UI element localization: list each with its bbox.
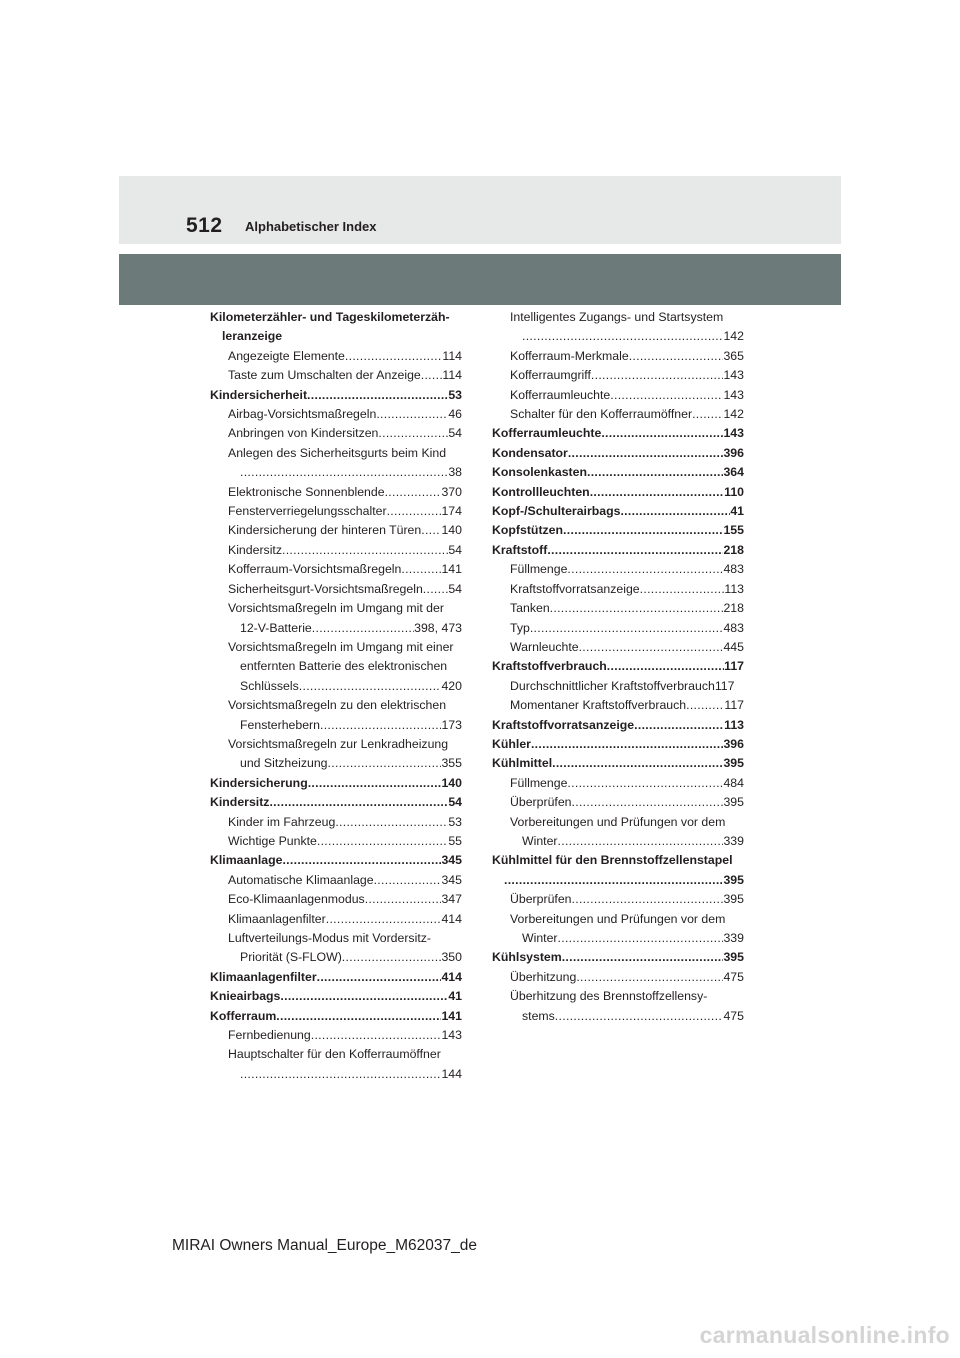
entry-page: 141: [441, 562, 462, 577]
entry-term: Fensterhebern: [240, 717, 320, 732]
index-entry: [492, 677, 744, 696]
section-title: Alphabetischer Index: [245, 219, 377, 234]
index-entry: [210, 657, 462, 676]
index-entry: [492, 793, 744, 812]
dot-leader: [607, 657, 724, 676]
entry-page: 398, 473: [414, 620, 462, 635]
dot-leader: [345, 347, 442, 366]
entry-page: 483: [723, 620, 744, 635]
index-entry: [492, 910, 744, 929]
entry-page: 117: [714, 678, 735, 693]
entry-term: Vorbereitungen und Prüfungen vor dem: [510, 814, 726, 829]
entry-term: Kinder im Fahrzeug: [228, 814, 336, 829]
entry-term: Wichtige Punkte: [228, 833, 317, 848]
entry-term: Kilometerzähler- und Tageskilometerzäh-: [210, 310, 450, 324]
dot-leader: [328, 754, 442, 773]
entry-page: 395: [723, 950, 744, 965]
entry-page: 218: [723, 542, 744, 557]
entry-term: Taste zum Umschalten der Anzeige: [228, 368, 421, 383]
entry-term: Kindersicherung: [210, 775, 308, 790]
dot-leader: [269, 793, 448, 812]
entry-page: 113: [724, 581, 744, 596]
entry-term: Momentaner Kraftstoffverbrauch: [510, 698, 687, 713]
dot-leader: [282, 541, 448, 560]
dot-leader: [374, 871, 442, 890]
dot-leader: [531, 735, 724, 754]
header-band: [119, 254, 841, 305]
index-entry: [492, 832, 744, 851]
dot-leader: [365, 890, 442, 909]
index-column-left: [210, 308, 462, 1084]
entry-term: Airbag-Vorsichtsmaßregeln: [228, 407, 377, 422]
index-entry: [492, 424, 744, 443]
entry-term: Kraftstoffvorratsanzeige: [510, 581, 640, 596]
dot-leader: [401, 560, 441, 579]
entry-term: Angezeigte Elemente: [228, 348, 345, 363]
dot-leader: [620, 502, 730, 521]
dot-leader: [552, 754, 723, 773]
entry-page: 110: [724, 484, 744, 499]
entry-term: Füllmenge: [510, 562, 568, 577]
index-entry: [492, 560, 744, 579]
index-entry: [210, 599, 462, 618]
index-entry: [492, 308, 744, 327]
dot-leader: [312, 619, 414, 638]
entry-term: entfernten Batterie des elektronischen: [240, 659, 448, 674]
entry-term: Kühlmittel für den Brennstoffzellenstapel: [492, 853, 733, 868]
entry-page: 445: [723, 639, 744, 654]
index-entry: [492, 580, 744, 599]
index-entry: [210, 483, 462, 502]
index-entry: [492, 541, 744, 560]
entry-term: Kofferraum: [210, 1008, 277, 1023]
entry-page: 140: [441, 775, 462, 790]
entry-term: Kindersitz: [210, 795, 270, 810]
index-entry: [492, 638, 744, 657]
entry-page: 396: [723, 736, 744, 751]
entry-term: Kühler: [492, 736, 531, 751]
entry-term: Kontrollleuchten: [492, 484, 590, 499]
entry-page: 395: [723, 892, 744, 907]
index-entry: [210, 910, 462, 929]
entry-page: 143: [441, 1028, 462, 1043]
index-entry: [210, 424, 462, 443]
entry-page: 350: [441, 950, 462, 965]
watermark: carmanualsonline.info: [699, 1322, 950, 1348]
entry-page: 54: [448, 426, 462, 441]
index-entry: [492, 716, 744, 735]
dot-leader: [579, 638, 724, 657]
entry-page: 345: [441, 872, 462, 887]
dot-leader: [387, 502, 442, 521]
entry-page: 218: [723, 601, 744, 616]
index-entry: [210, 560, 462, 579]
entry-term: leranzeige: [222, 329, 283, 344]
entry-page: 54: [448, 581, 462, 596]
index-entry: [210, 366, 462, 385]
entry-page: 339: [723, 931, 744, 945]
dot-leader: [317, 968, 442, 987]
index-entry: [492, 327, 744, 346]
index-entry: [492, 929, 744, 948]
entry-page: 395: [723, 872, 744, 887]
index-entry: [210, 308, 462, 327]
dot-leader: [522, 327, 723, 346]
index-entry: [492, 871, 744, 890]
entry-page: 142: [723, 329, 744, 344]
dot-leader: [282, 851, 441, 870]
entry-term: Durchschnittlicher Kraftstoffverbrauch: [510, 678, 715, 693]
entry-term: Überhitzung des Brennstoffzellensy-: [510, 989, 708, 1004]
entry-term: Kofferraumgriff: [510, 368, 591, 383]
dot-leader: [629, 347, 724, 366]
entry-page: 117: [724, 698, 744, 713]
index-entry: [210, 347, 462, 366]
entry-term: Tanken: [510, 601, 550, 616]
entry-term: Vorbereitungen und Prüfungen vor dem: [510, 911, 726, 926]
entry-page: 41: [448, 989, 462, 1004]
entry-term: Kopf-/Schulterairbags: [492, 504, 621, 519]
dot-leader: [385, 483, 442, 502]
dot-leader: [326, 910, 442, 929]
entry-term: Typ: [510, 620, 530, 635]
dot-leader: [240, 1065, 441, 1084]
entry-page: 395: [723, 795, 744, 810]
dot-leader: [308, 774, 442, 793]
dot-leader: [320, 716, 441, 735]
dot-leader: [567, 560, 723, 579]
entry-term: Intelligentes Zugangs- und Startsystem: [510, 310, 724, 324]
entry-term: Warnleuchte: [510, 639, 579, 654]
entry-page: 54: [448, 795, 462, 810]
entry-page: 38: [448, 465, 462, 480]
entry-term: Überhitzung: [510, 969, 577, 984]
entry-page: 53: [448, 387, 462, 402]
dot-leader: [572, 793, 724, 812]
entry-page: 113: [724, 717, 744, 732]
index-entry: [210, 405, 462, 424]
dot-leader: [563, 521, 723, 540]
entry-term: Kühlsystem: [492, 950, 562, 965]
entry-term: Kopfstützen: [492, 523, 564, 538]
entry-term: Kraftstoffverbrauch: [492, 659, 607, 674]
dot-leader: [634, 716, 724, 735]
entry-page: 365: [723, 348, 744, 363]
index-entry: [492, 483, 744, 502]
dot-leader: [376, 405, 448, 424]
footer-text: MIRAI Owners Manual_Europe_M62037_de: [172, 1237, 478, 1254]
index-entry: [492, 851, 744, 870]
entry-page: 370: [441, 484, 462, 499]
index-entry: [210, 502, 462, 521]
index-entry: [492, 696, 744, 715]
index-entry: [210, 929, 462, 948]
entry-term: Elektronische Sonnenblende: [228, 484, 385, 499]
index-entry: [210, 638, 462, 657]
entry-term: Kraftstoff: [492, 542, 548, 557]
index-entry: [492, 386, 744, 405]
entry-term: Fernbedienung: [228, 1028, 311, 1043]
entry-term: Schalter für den Kofferraumöffner: [510, 407, 693, 422]
index-entry: [210, 386, 462, 405]
entry-term: Automatische Klimaanlage: [228, 872, 374, 887]
dot-leader: [601, 424, 723, 443]
index-entry: [492, 599, 744, 618]
index-entry: [210, 716, 462, 735]
index-entry: [492, 366, 744, 385]
index-entry: [210, 521, 462, 540]
entry-term: 12-V-Batterie: [240, 620, 312, 635]
entry-page: 114: [442, 348, 462, 363]
entry-term: Schlüssels: [240, 678, 299, 693]
entry-term: Kindersicherung der hinteren Türen: [228, 523, 422, 538]
index-entry: [210, 948, 462, 967]
index-entry: [210, 987, 462, 1006]
index-column-right: [492, 308, 744, 1026]
index-entry: [210, 735, 462, 754]
index-entry: [492, 735, 744, 754]
dot-leader: [504, 871, 723, 890]
index-entry: [210, 444, 462, 463]
index-entry: [210, 813, 462, 832]
index-entry: [210, 968, 462, 987]
entry-page: 53: [448, 814, 462, 829]
entry-term: Klimaanlagenfilter: [228, 911, 326, 926]
dot-leader: [421, 366, 443, 385]
entry-page: 475: [723, 1008, 744, 1023]
entry-term: Kofferraumleuchte: [492, 426, 602, 441]
dot-leader: [692, 405, 723, 424]
index-entry: [210, 677, 462, 696]
entry-term: Konsolenkasten: [492, 465, 587, 480]
entry-page: 144: [441, 1066, 462, 1081]
index-entry: [210, 832, 462, 851]
entry-term: Kofferraum-Merkmale: [510, 348, 629, 363]
entry-page: 140: [441, 523, 462, 538]
index-entry: [492, 754, 744, 773]
dot-leader: [610, 386, 723, 405]
entry-term: stems: [522, 1008, 555, 1023]
dot-leader: [317, 832, 448, 851]
dot-leader: [576, 968, 723, 987]
dot-leader: [342, 948, 442, 967]
entry-page: 155: [723, 523, 744, 538]
entry-term: Kraftstoffvorratsanzeige: [492, 717, 635, 732]
entry-term: Luftverteilungs-Modus mit Vordersitz-: [228, 931, 431, 945]
dot-leader: [335, 813, 448, 832]
entry-term: Füllmenge: [510, 775, 568, 790]
index-entry: [492, 502, 744, 521]
index-entry: [210, 1045, 462, 1064]
entry-term: Eco-Klimaanlagenmodus: [228, 892, 365, 907]
entry-term: Vorsichtsmaßregeln im Umgang mit der: [228, 601, 444, 616]
entry-page: 141: [441, 1008, 462, 1023]
index-entry: [492, 521, 744, 540]
entry-term: Kindersitz: [228, 542, 282, 557]
index-entry: [492, 968, 744, 987]
dot-leader: [299, 677, 442, 696]
entry-term: Überprüfen: [510, 892, 572, 907]
entry-term: Priorität (S-FLOW): [240, 950, 342, 965]
index-entry: [210, 1026, 462, 1045]
entry-term: Anbringen von Kindersitzen: [228, 426, 379, 441]
dot-leader: [378, 424, 448, 443]
dot-leader: [240, 463, 448, 482]
index-entry: [492, 619, 744, 638]
dot-leader: [562, 948, 724, 967]
dot-leader: [421, 521, 441, 540]
entry-page: 396: [723, 445, 744, 460]
entry-term: Hauptschalter für den Kofferraumöffner: [228, 1047, 441, 1062]
entry-page: 364: [723, 465, 744, 480]
entry-page: 143: [723, 387, 744, 402]
entry-term: Kofferraum-Vorsichtsmaßregeln: [228, 562, 402, 577]
index-entry: [210, 541, 462, 560]
index-entry: [210, 327, 462, 346]
index-entry: [492, 774, 744, 793]
index-entry: [210, 774, 462, 793]
entry-page: 46: [448, 407, 462, 422]
entry-term: und Sitzheizung: [240, 756, 328, 771]
index-entry: [492, 444, 744, 463]
entry-page: 174: [441, 504, 462, 519]
entry-page: 54: [448, 542, 462, 557]
index-entry: [492, 1007, 744, 1026]
entry-term: Vorsichtsmaßregeln zur Lenkradheizung: [228, 736, 449, 751]
entry-term: Anlegen des Sicherheitsgurts beim Kind: [228, 445, 447, 460]
entry-term: Knieairbags: [210, 989, 281, 1004]
index-entry: [210, 890, 462, 909]
dot-leader: [587, 463, 723, 482]
index-entry: [492, 813, 744, 832]
entry-page: 142: [723, 407, 744, 422]
entry-page: 117: [724, 659, 744, 674]
entry-page: 114: [442, 368, 462, 383]
index-entry: [492, 405, 744, 424]
dot-leader: [640, 580, 725, 599]
entry-term: Kofferraumleuchte: [510, 387, 611, 402]
entry-term: Winter: [522, 833, 558, 848]
index-entry: [210, 851, 462, 870]
entry-term: Überprüfen: [510, 795, 572, 810]
index-entry: [210, 793, 462, 812]
dot-leader: [311, 1026, 442, 1045]
dot-leader: [567, 774, 723, 793]
index-entry: [492, 948, 744, 967]
entry-term: Klimaanlage: [210, 853, 283, 868]
header-bar: [119, 176, 841, 244]
entry-page: 355: [441, 756, 462, 771]
entry-page: 339: [723, 833, 744, 848]
entry-page: 55: [448, 833, 462, 848]
dot-leader: [558, 832, 724, 851]
dot-leader: [555, 1007, 724, 1026]
index-entry: [210, 580, 462, 599]
dot-leader: [550, 599, 724, 618]
entry-page: 395: [723, 756, 744, 771]
entry-page: 420: [441, 678, 462, 693]
entry-term: Kühlmittel: [492, 756, 553, 771]
dot-leader: [591, 366, 724, 385]
entry-term: Sicherheitsgurt-Vorsichtsmaßregeln: [228, 581, 423, 596]
dot-leader: [276, 1007, 441, 1026]
entry-page: 143: [723, 368, 744, 383]
entry-page: 345: [441, 853, 462, 868]
dot-leader: [686, 696, 724, 715]
index-entry: [492, 463, 744, 482]
index-entry: [492, 347, 744, 366]
entry-term: Winter: [522, 931, 558, 945]
index-entry: [210, 619, 462, 638]
entry-term: Kondensator: [492, 445, 568, 460]
page-number: 512: [186, 214, 223, 237]
entry-term: Vorsichtsmaßregeln zu den elektrischen: [228, 698, 447, 713]
index-entry: [210, 871, 462, 890]
entry-term: Vorsichtsmaßregeln im Umgang mit einer: [228, 639, 454, 654]
index-entry: [210, 1007, 462, 1026]
index-entry: [492, 890, 744, 909]
entry-term: Fensterverriegelungsschalter: [228, 504, 387, 519]
entry-page: 173: [441, 717, 462, 732]
index-entry: [210, 1065, 462, 1084]
dot-leader: [590, 483, 724, 502]
entry-page: 41: [730, 504, 744, 519]
index-entry: [492, 987, 744, 1006]
index-entry: [492, 657, 744, 676]
entry-page: 483: [723, 562, 744, 577]
dot-leader: [568, 444, 724, 463]
dot-leader: [572, 890, 724, 909]
dot-leader: [307, 386, 448, 405]
dot-leader: [280, 987, 448, 1006]
entry-page: 414: [441, 969, 462, 984]
entry-term: Kindersicherheit: [210, 387, 308, 402]
dot-leader: [530, 619, 724, 638]
index-entry: [210, 696, 462, 715]
index-entry: [210, 754, 462, 773]
entry-page: 414: [441, 911, 462, 926]
dot-leader: [423, 580, 449, 599]
entry-page: 475: [723, 969, 744, 984]
index-entry: [210, 463, 462, 482]
entry-page: 484: [723, 775, 744, 790]
entry-page: 143: [723, 426, 744, 441]
entry-page: 347: [441, 892, 462, 907]
dot-leader: [558, 929, 724, 948]
dot-leader: [547, 541, 723, 560]
entry-term: Klimaanlagenfilter: [210, 969, 317, 984]
